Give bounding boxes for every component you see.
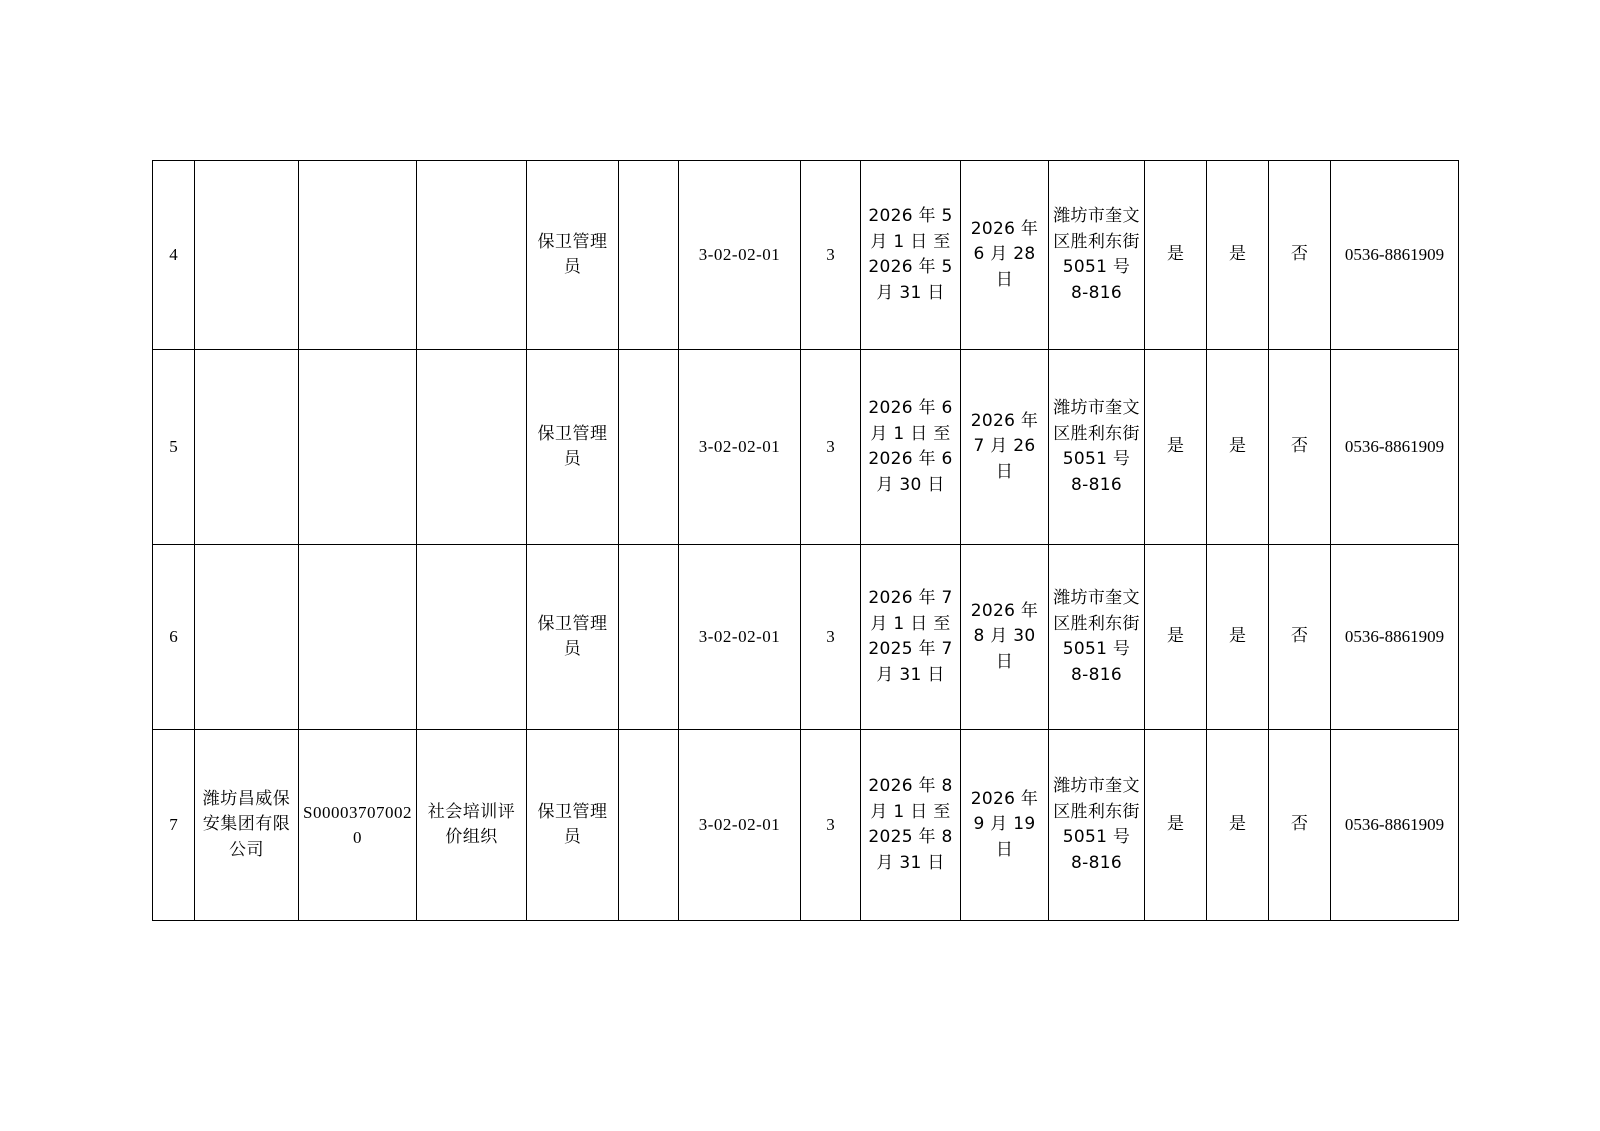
cell-evaluation-period: 2026 年 8 月 1 日 至 2025 年 8 月 31 日 <box>861 730 961 921</box>
cell-grade <box>619 161 679 350</box>
cell-address: 潍坊市奎文区胜利东街 5051 号 8-816 <box>1049 350 1145 545</box>
cell-org-code <box>299 545 417 730</box>
cell-level: 3 <box>801 545 861 730</box>
cell-flag-1: 是 <box>1145 545 1207 730</box>
table-row <box>153 161 1459 350</box>
cell-level: 3 <box>801 161 861 350</box>
cell-occupation-code: 3-02-02-01 <box>679 730 801 921</box>
cell-flag-2: 是 <box>1207 161 1269 350</box>
cell-publicity-date: 2026 年 7 月 26 日 <box>961 350 1049 545</box>
cell-address: 潍坊市奎文区胜利东街 5051 号 8-816 <box>1049 730 1145 921</box>
cell-sequence: 7 <box>153 730 195 921</box>
table-row <box>153 545 1459 730</box>
cell-sequence: 6 <box>153 545 195 730</box>
cell-flag-2: 是 <box>1207 545 1269 730</box>
cell-flag-1: 是 <box>1145 161 1207 350</box>
cell-publicity-date: 2026 年 9 月 19 日 <box>961 730 1049 921</box>
cell-flag-2: 是 <box>1207 350 1269 545</box>
cell-flag-1: 是 <box>1145 730 1207 921</box>
cell-address: 潍坊市奎文区胜利东街 5051 号 8-816 <box>1049 545 1145 730</box>
table-row <box>153 350 1459 545</box>
table-container <box>152 160 1448 921</box>
cell-sequence: 5 <box>153 350 195 545</box>
cell-flag-2: 是 <box>1207 730 1269 921</box>
cell-occupation: 保卫管理员 <box>527 350 619 545</box>
cell-level: 3 <box>801 350 861 545</box>
cell-grade <box>619 545 679 730</box>
cell-phone: 0536-8861909 <box>1331 350 1459 545</box>
cell-address: 潍坊市奎文区胜利东街 5051 号 8-816 <box>1049 161 1145 350</box>
cell-publicity-date: 2026 年 8 月 30 日 <box>961 545 1049 730</box>
cell-org-type <box>417 161 527 350</box>
cell-org-type <box>417 350 527 545</box>
cell-evaluation-period: 2026 年 5 月 1 日 至 2026 年 5 月 31 日 <box>861 161 961 350</box>
cell-org-code: S000037070020 <box>299 730 417 921</box>
cell-org-name <box>195 350 299 545</box>
cell-publicity-date: 2026 年 6 月 28 日 <box>961 161 1049 350</box>
cell-level: 3 <box>801 730 861 921</box>
cell-phone: 0536-8861909 <box>1331 730 1459 921</box>
cell-org-code <box>299 350 417 545</box>
cell-sequence: 4 <box>153 161 195 350</box>
cell-org-code <box>299 161 417 350</box>
cell-grade <box>619 730 679 921</box>
cell-occupation-code: 3-02-02-01 <box>679 545 801 730</box>
table-row <box>153 730 1459 921</box>
cell-occupation-code: 3-02-02-01 <box>679 161 801 350</box>
cell-flag-3: 否 <box>1269 350 1331 545</box>
cell-occupation-code: 3-02-02-01 <box>679 350 801 545</box>
cell-org-name: 潍坊昌威保安集团有限公司 <box>195 730 299 921</box>
cell-org-type: 社会培训评价组织 <box>417 730 527 921</box>
cell-flag-3: 否 <box>1269 545 1331 730</box>
cell-org-name <box>195 161 299 350</box>
cell-phone: 0536-8861909 <box>1331 545 1459 730</box>
cell-evaluation-period: 2026 年 7 月 1 日 至 2025 年 7 月 31 日 <box>861 545 961 730</box>
cell-org-name <box>195 545 299 730</box>
cell-occupation: 保卫管理员 <box>527 730 619 921</box>
cell-grade <box>619 350 679 545</box>
evaluation-schedule-table <box>152 160 1459 921</box>
cell-org-type <box>417 545 527 730</box>
cell-evaluation-period: 2026 年 6 月 1 日 至 2026 年 6 月 30 日 <box>861 350 961 545</box>
cell-flag-3: 否 <box>1269 730 1331 921</box>
cell-occupation: 保卫管理员 <box>527 161 619 350</box>
cell-occupation: 保卫管理员 <box>527 545 619 730</box>
cell-phone: 0536-8861909 <box>1331 161 1459 350</box>
cell-flag-3: 否 <box>1269 161 1331 350</box>
cell-flag-1: 是 <box>1145 350 1207 545</box>
